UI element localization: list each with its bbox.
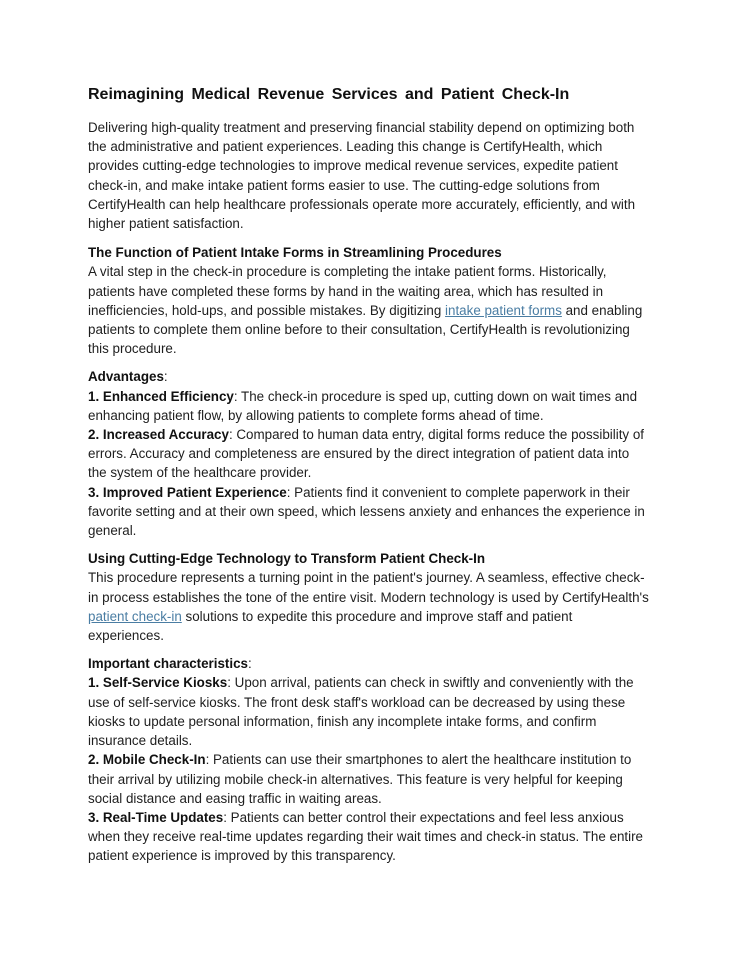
intake-forms-text-after: and enabling patients to complete them online before to their consultation, CertifyHealth is revolutionizing this procedure. bbox=[88, 302, 643, 357]
intake-patient-forms-link[interactable]: intake patient forms bbox=[445, 302, 562, 318]
check-in-section bbox=[88, 549, 651, 645]
intake-forms-text-before: A vital step in the check-in procedure is completing the intake patient forms. Historically, patients have completed these forms by hand in the waiting area, which has resulted in inefficiencies, hold-ups, and possible mistakes. By digitizing bbox=[88, 264, 607, 318]
advantage-text: : Patients find it convenient to complete paperwork in their favorite setting and at their own speed, which lessens anxiety and enhances the experience in general. bbox=[88, 484, 645, 539]
advantage-title: 1. Enhanced Efficiency bbox=[88, 388, 234, 404]
advantage-text: : The check-in procedure is sped up, cutting down on wait times and enhancing patient flow, by allowing patients to complete forms ahead of time. bbox=[88, 388, 638, 423]
characteristic-title: 1. Self-Service Kiosks bbox=[88, 675, 228, 691]
characteristic-text: : Patients can better control their expectations and feel less anxious when they receive real-time updates regarding their wait times and check-in status. The entire patient experience is improved by this transparency. bbox=[88, 809, 643, 864]
characteristics-label: Important characteristics: bbox=[88, 656, 252, 672]
page-title: Reimagining Medical Revenue Services and Patient Check-In bbox=[88, 86, 570, 103]
characteristics-list bbox=[88, 654, 651, 865]
intake-forms-paragraph bbox=[88, 262, 651, 358]
check-in-heading: Using Cutting-Edge Technology to Transform Patient Check-In bbox=[88, 551, 486, 567]
characteristic-text: : Upon arrival, patients can check in swiftly and conveniently with the use of self-service kiosks. The front desk staff's workload can be decreased by using these kiosks to update personal information, finish any incomplete intake forms, and confirm insurance details. bbox=[88, 675, 634, 749]
check-in-text-before: This procedure represents a turning point in the patient's journey. A seamless, effective check-in process establishes the tone of the entire visit. Modern technology is used by CertifyHealth's bbox=[88, 570, 649, 605]
check-in-paragraph bbox=[88, 568, 651, 645]
intake-forms-heading: The Function of Patient Intake Forms in Streamlining Procedures bbox=[88, 245, 502, 261]
list-item bbox=[88, 483, 651, 541]
advantages-list bbox=[88, 367, 651, 540]
list-item bbox=[88, 425, 651, 483]
advantage-title: 2. Increased Accuracy bbox=[88, 427, 229, 443]
characteristic-title: 2. Mobile Check-In bbox=[88, 752, 206, 768]
list-item bbox=[88, 750, 651, 808]
check-in-text-after: solutions to expedite this procedure and improve staff and patient experiences. bbox=[88, 608, 573, 644]
characteristic-text: : Patients can use their smartphones to alert the healthcare institution to their arrival by utilizing mobile check-in alternatives. This feature is very helpful for keeping social distance and easing traffic in waiting areas. bbox=[88, 752, 632, 806]
advantage-text: : Compared to human data entry, digital forms reduce the possibility of errors. Accuracy and completeness are ensured by the direct integration of patient data into the system of the healthcare provider. bbox=[88, 427, 645, 481]
list-item bbox=[88, 808, 651, 866]
intro-paragraph: Delivering high-quality treatment and preserving financial stability depend on optimizing both the administrative and patient experiences. Leading this change is CertifyHealth, which provides cutting-edge technologies to improve medical revenue services, expedite patient check-in, and make intake patient forms easier to use. The cutting-edge solutions from CertifyHealth can help healthcare professionals operate more accurately, efficiently, and with higher patient satisfaction. bbox=[88, 120, 636, 232]
intake-forms-section bbox=[88, 243, 651, 358]
advantages-label: Advantages: bbox=[88, 369, 168, 385]
advantage-title: 3. Improved Patient Experience bbox=[88, 484, 287, 500]
patient-check-in-link[interactable]: patient check-in bbox=[88, 608, 182, 624]
characteristic-title: 3. Real-Time Updates bbox=[88, 809, 224, 825]
list-item bbox=[88, 673, 651, 750]
list-item bbox=[88, 387, 651, 425]
